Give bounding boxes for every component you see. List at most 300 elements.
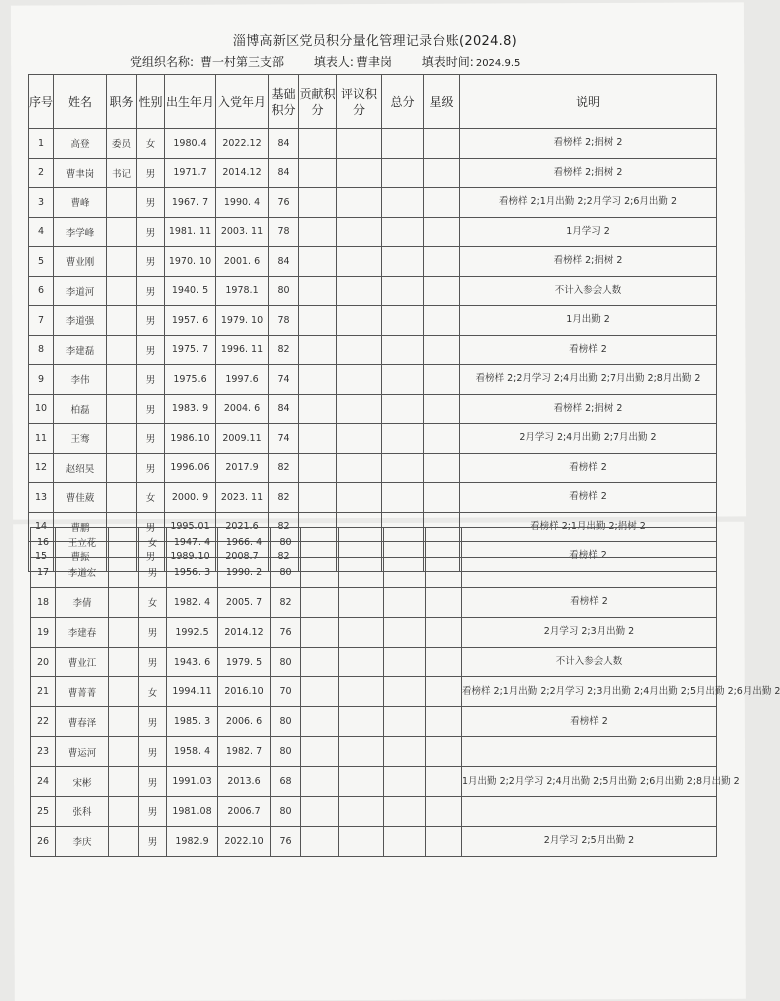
cell-base: 76	[269, 188, 299, 218]
table-row	[29, 129, 717, 159]
cell-star	[424, 483, 460, 513]
cell-gender: 男	[137, 217, 165, 247]
cell-seq: 6	[29, 276, 54, 306]
cell-gender: 男	[137, 424, 165, 454]
cell-duty	[107, 306, 137, 336]
cell-base: 70	[271, 677, 301, 707]
cell-contrib	[301, 767, 339, 797]
cell-gender: 男	[139, 707, 167, 737]
cell-name: 赵绍昊	[54, 453, 107, 483]
cell-gender: 男	[137, 188, 165, 218]
cell-duty	[109, 647, 139, 677]
cell-birth: 2000. 9	[165, 483, 216, 513]
cell-join: 2022.12	[216, 129, 269, 159]
cell-duty	[109, 797, 139, 827]
cell-total	[384, 826, 426, 856]
cell-duty	[107, 188, 137, 218]
table-row	[29, 188, 717, 218]
cell-total	[384, 617, 426, 647]
cell-contrib	[299, 306, 337, 336]
cell-gender: 男	[139, 647, 167, 677]
cell-star	[424, 247, 460, 277]
cell-review	[337, 394, 382, 424]
cell-duty	[107, 453, 137, 483]
org-value: 曹一村第三支部	[200, 55, 285, 69]
cell-duty	[107, 247, 137, 277]
cell-name: 曹振	[54, 542, 107, 572]
table-row	[31, 587, 717, 617]
cell-contrib	[301, 737, 339, 767]
cell-gender: 男	[137, 276, 165, 306]
cell-birth: 1940. 5	[165, 276, 216, 306]
date-label: 填表时间:	[421, 55, 474, 69]
cell-gender: 男	[139, 797, 167, 827]
cell-name: 张科	[56, 797, 109, 827]
cell-base: 82	[271, 587, 301, 617]
cell-total	[384, 647, 426, 677]
cell-note: 1月学习 2	[460, 217, 717, 247]
cell-star	[426, 767, 462, 797]
table-row	[29, 276, 717, 306]
cell-contrib	[301, 797, 339, 827]
cell-seq: 5	[29, 247, 54, 277]
cell-base: 82	[269, 453, 299, 483]
header-gender: 性别	[137, 75, 165, 129]
cell-star	[424, 424, 460, 454]
cell-star	[426, 647, 462, 677]
cell-review	[337, 158, 382, 188]
cell-note: 2月学习 2;5月出勤 2	[462, 826, 717, 856]
cell-note	[462, 797, 717, 827]
cell-seq: 14	[29, 512, 54, 542]
cell-seq: 26	[31, 826, 56, 856]
ledger-table-top	[28, 74, 717, 572]
cell-total	[382, 158, 424, 188]
table-row	[31, 677, 717, 707]
cell-contrib	[299, 188, 337, 218]
cell-birth: 1971.7	[165, 158, 216, 188]
cell-note: 看榜样 2;捐树 2	[460, 158, 717, 188]
cell-review	[337, 129, 382, 159]
table-row	[31, 767, 717, 797]
header-row	[29, 75, 717, 129]
cell-total	[384, 707, 426, 737]
cell-gender: 男	[137, 335, 165, 365]
cell-join: 1978.1	[216, 276, 269, 306]
table-row	[31, 737, 717, 767]
cell-birth: 1982. 4	[167, 587, 218, 617]
cell-join: 1982. 7	[218, 737, 271, 767]
cell-review	[339, 737, 384, 767]
cell-contrib	[299, 129, 337, 159]
cell-base: 82	[269, 512, 299, 542]
cell-gender: 男	[137, 158, 165, 188]
cell-base: 74	[269, 365, 299, 395]
cell-review	[339, 826, 384, 856]
cell-gender: 男	[139, 826, 167, 856]
cell-name: 曹聿岗	[54, 158, 107, 188]
cell-base: 76	[271, 617, 301, 647]
cell-base: 74	[269, 424, 299, 454]
cell-contrib	[299, 276, 337, 306]
cell-join: 1996. 11	[216, 335, 269, 365]
cell-star	[426, 587, 462, 617]
cell-total	[382, 453, 424, 483]
cell-seq: 17	[31, 557, 56, 587]
cell-seq: 13	[29, 483, 54, 513]
document-meta	[130, 53, 536, 70]
table-row	[29, 158, 717, 188]
cell-name: 宋彬	[56, 767, 109, 797]
cell-gender: 男	[137, 306, 165, 336]
cell-name: 曹业刚	[54, 247, 107, 277]
cell-total	[384, 677, 426, 707]
cell-join: 1990. 4	[216, 188, 269, 218]
cell-base: 78	[269, 217, 299, 247]
cell-name: 李道强	[54, 306, 107, 336]
cell-note: 2月学习 2;3月出勤 2	[462, 617, 717, 647]
cell-join: 2022.10	[218, 826, 271, 856]
cell-star	[424, 453, 460, 483]
filler-label: 填表人:	[313, 55, 354, 69]
cell-gender: 男	[139, 617, 167, 647]
cell-total	[382, 306, 424, 336]
cell-gender: 男	[137, 453, 165, 483]
cell-seq: 16	[31, 528, 56, 558]
cell-note: 看榜样 2;1月出勤 2;捐树 2	[460, 512, 717, 542]
cell-note	[462, 557, 717, 587]
cell-birth: 1981.08	[167, 797, 218, 827]
cell-birth: 1958. 4	[167, 737, 218, 767]
cell-contrib	[299, 365, 337, 395]
cell-review	[339, 797, 384, 827]
cell-birth: 1967. 7	[165, 188, 216, 218]
cell-note: 1月出勤 2	[460, 306, 717, 336]
cell-contrib	[301, 587, 339, 617]
cell-join: 2001. 6	[216, 247, 269, 277]
cell-duty	[107, 365, 137, 395]
cell-gender: 男	[137, 247, 165, 277]
cell-birth: 1981. 11	[165, 217, 216, 247]
cell-gender: 男	[137, 365, 165, 395]
cell-duty	[109, 826, 139, 856]
cell-duty: 委员	[107, 129, 137, 159]
cell-gender: 女	[139, 587, 167, 617]
cell-star	[424, 365, 460, 395]
header-review: 评议积分	[337, 75, 382, 129]
cell-total	[384, 767, 426, 797]
cell-birth: 1986.10	[165, 424, 216, 454]
table-row	[31, 617, 717, 647]
cell-seq: 4	[29, 217, 54, 247]
cell-note: 1月出勤 2;2月学习 2;4月出勤 2;5月出勤 2;6月出勤 2;8月出勤 2	[462, 767, 717, 797]
cell-total	[384, 737, 426, 767]
cell-birth: 1989.10	[165, 542, 216, 572]
cell-duty	[109, 707, 139, 737]
cell-birth: 1975. 7	[165, 335, 216, 365]
cell-review	[337, 335, 382, 365]
ledger-table-bottom	[30, 527, 780, 857]
cell-seq: 9	[29, 365, 54, 395]
cell-review	[339, 557, 384, 587]
cell-seq: 10	[29, 394, 54, 424]
cell-star	[426, 557, 462, 587]
cell-contrib	[299, 335, 337, 365]
table-row	[29, 217, 717, 247]
cell-name: 李倩	[56, 587, 109, 617]
cell-note: 看榜样 2	[462, 587, 717, 617]
header-total: 总分	[382, 75, 424, 129]
table-row	[31, 826, 717, 856]
cell-duty	[107, 483, 137, 513]
cell-total	[384, 557, 426, 587]
cell-name: 李伟	[54, 365, 107, 395]
cell-birth: 1985. 3	[167, 707, 218, 737]
cell-review	[339, 528, 384, 558]
cell-base: 82	[269, 335, 299, 365]
header-contrib: 贡献积分	[299, 75, 337, 129]
cell-review	[337, 424, 382, 454]
cell-base: 80	[271, 528, 301, 558]
cell-join: 2014.12	[218, 617, 271, 647]
cell-duty: 书记	[107, 158, 137, 188]
cell-review	[337, 217, 382, 247]
cell-gender: 女	[137, 129, 165, 159]
cell-note	[462, 528, 717, 558]
header-seq: 序号	[29, 75, 54, 129]
cell-star	[424, 276, 460, 306]
cell-contrib	[299, 424, 337, 454]
cell-duty	[109, 528, 139, 558]
table-row	[31, 557, 717, 587]
cell-duty	[109, 737, 139, 767]
cell-duty	[107, 394, 137, 424]
cell-birth: 1996.06	[165, 453, 216, 483]
cell-star	[424, 158, 460, 188]
cell-review	[337, 453, 382, 483]
cell-star	[426, 677, 462, 707]
cell-star	[424, 217, 460, 247]
cell-join: 2016.10	[218, 677, 271, 707]
cell-total	[382, 276, 424, 306]
cell-contrib	[301, 617, 339, 647]
cell-base: 84	[269, 129, 299, 159]
cell-seq: 15	[29, 542, 54, 572]
cell-seq: 24	[31, 767, 56, 797]
cell-name: 李庆	[56, 826, 109, 856]
cell-total	[382, 365, 424, 395]
cell-review	[339, 677, 384, 707]
cell-review	[337, 306, 382, 336]
cell-birth: 1982.9	[167, 826, 218, 856]
cell-gender: 男	[137, 394, 165, 424]
cell-duty	[107, 335, 137, 365]
cell-birth: 1957. 6	[165, 306, 216, 336]
cell-base: 76	[271, 826, 301, 856]
cell-contrib	[299, 394, 337, 424]
cell-seq: 2	[29, 158, 54, 188]
cell-star	[426, 826, 462, 856]
cell-join: 1979. 5	[218, 647, 271, 677]
cell-total	[382, 394, 424, 424]
cell-duty	[107, 276, 137, 306]
cell-gender: 男	[139, 557, 167, 587]
cell-review	[337, 276, 382, 306]
cell-name: 曹菁菁	[56, 677, 109, 707]
cell-base: 82	[269, 483, 299, 513]
table-row	[29, 424, 717, 454]
cell-gender: 男	[139, 737, 167, 767]
cell-star	[424, 188, 460, 218]
cell-note: 看榜样 2	[460, 483, 717, 513]
cell-seq: 8	[29, 335, 54, 365]
cell-join: 2003. 11	[216, 217, 269, 247]
cell-gender: 女	[139, 528, 167, 558]
cell-total	[382, 335, 424, 365]
cell-name: 李学峰	[54, 217, 107, 247]
cell-review	[339, 767, 384, 797]
cell-contrib	[299, 247, 337, 277]
header-duty: 职务	[107, 75, 137, 129]
table-row	[29, 306, 717, 336]
cell-seq: 20	[31, 647, 56, 677]
cell-contrib	[301, 677, 339, 707]
cell-birth: 1995.01	[165, 512, 216, 542]
cell-base: 80	[271, 737, 301, 767]
table-row	[29, 335, 717, 365]
cell-contrib	[301, 647, 339, 677]
cell-name: 曹鹏	[54, 512, 107, 542]
cell-name: 李建春	[56, 617, 109, 647]
table-row	[31, 528, 717, 558]
table-row	[31, 707, 717, 737]
cell-join: 2006.7	[218, 797, 271, 827]
cell-total	[382, 424, 424, 454]
header-note: 说明	[460, 75, 717, 129]
cell-gender: 女	[137, 483, 165, 513]
cell-name: 李建磊	[54, 335, 107, 365]
cell-base: 80	[271, 797, 301, 827]
cell-join: 2006. 6	[218, 707, 271, 737]
cell-star	[426, 797, 462, 827]
cell-star	[426, 617, 462, 647]
document-title: 淄博高新区党员积分量化管理记录台账(2024.8)	[232, 34, 518, 49]
cell-contrib	[299, 158, 337, 188]
cell-name: 曹峰	[54, 188, 107, 218]
cell-note: 不计入参会人数	[462, 647, 717, 677]
cell-join: 2013.6	[218, 767, 271, 797]
cell-review	[339, 707, 384, 737]
cell-base: 68	[271, 767, 301, 797]
org-label: 党组织名称:	[130, 55, 195, 69]
cell-join: 2023. 11	[216, 483, 269, 513]
cell-note: 看榜样 2	[460, 335, 717, 365]
header-join: 入党年月	[216, 75, 269, 129]
cell-birth: 1983. 9	[165, 394, 216, 424]
cell-review	[339, 587, 384, 617]
cell-duty	[109, 557, 139, 587]
cell-name: 柏磊	[54, 394, 107, 424]
cell-note: 看榜样 2;1月出勤 2;2月学习 2;6月出勤 2	[460, 188, 717, 218]
cell-star	[426, 528, 462, 558]
table-row	[29, 247, 717, 277]
cell-birth: 1991.03	[167, 767, 218, 797]
cell-birth: 1980.4	[165, 129, 216, 159]
cell-total	[384, 528, 426, 558]
table-row	[29, 394, 717, 424]
table-row	[31, 647, 717, 677]
cell-base: 78	[269, 306, 299, 336]
cell-total	[382, 129, 424, 159]
cell-gender: 女	[139, 677, 167, 707]
cell-name: 曹业江	[56, 647, 109, 677]
cell-note: 看榜样 2	[460, 453, 717, 483]
cell-gender: 男	[137, 542, 165, 572]
cell-join: 2021.6	[216, 512, 269, 542]
cell-base: 80	[271, 557, 301, 587]
cell-base: 84	[269, 394, 299, 424]
header-name: 姓名	[54, 75, 107, 129]
cell-star	[426, 707, 462, 737]
cell-base: 84	[269, 158, 299, 188]
cell-seq: 23	[31, 737, 56, 767]
cell-birth: 1947. 4	[167, 528, 218, 558]
cell-note: 看榜样 2;捐树 2	[460, 247, 717, 277]
cell-name: 曹春泽	[56, 707, 109, 737]
cell-birth: 1943. 6	[167, 647, 218, 677]
cell-duty	[109, 617, 139, 647]
cell-join: 1990. 2	[218, 557, 271, 587]
cell-join: 2014.12	[216, 158, 269, 188]
header-star: 星级	[424, 75, 460, 129]
cell-total	[382, 483, 424, 513]
cell-review	[337, 365, 382, 395]
cell-seq: 7	[29, 306, 54, 336]
cell-gender: 男	[139, 767, 167, 797]
cell-note	[462, 737, 717, 767]
cell-base: 82	[269, 542, 299, 572]
cell-note: 看榜样 2;捐树 2	[460, 129, 717, 159]
cell-seq: 3	[29, 188, 54, 218]
table-row	[29, 453, 717, 483]
cell-seq: 12	[29, 453, 54, 483]
cell-note: 看榜样 2;1月出勤 2;2月学习 2;3月出勤 2;4月出勤 2;5月出勤 2;6月出勤 2	[462, 677, 717, 707]
cell-review	[337, 483, 382, 513]
cell-total	[384, 587, 426, 617]
cell-star	[424, 129, 460, 159]
cell-birth: 1956. 3	[167, 557, 218, 587]
cell-seq: 21	[31, 677, 56, 707]
cell-duty	[107, 217, 137, 247]
cell-birth: 1975.6	[165, 365, 216, 395]
cell-duty	[109, 767, 139, 797]
cell-note: 看榜样 2	[460, 542, 717, 572]
cell-contrib	[299, 453, 337, 483]
cell-seq: 11	[29, 424, 54, 454]
table-row	[29, 483, 717, 513]
cell-base: 80	[271, 707, 301, 737]
cell-seq: 18	[31, 587, 56, 617]
cell-contrib	[301, 826, 339, 856]
cell-birth: 1970. 10	[165, 247, 216, 277]
cell-review	[339, 647, 384, 677]
cell-seq: 25	[31, 797, 56, 827]
cell-seq: 1	[29, 129, 54, 159]
cell-total	[382, 217, 424, 247]
cell-contrib	[299, 483, 337, 513]
cell-review	[337, 188, 382, 218]
cell-seq: 19	[31, 617, 56, 647]
